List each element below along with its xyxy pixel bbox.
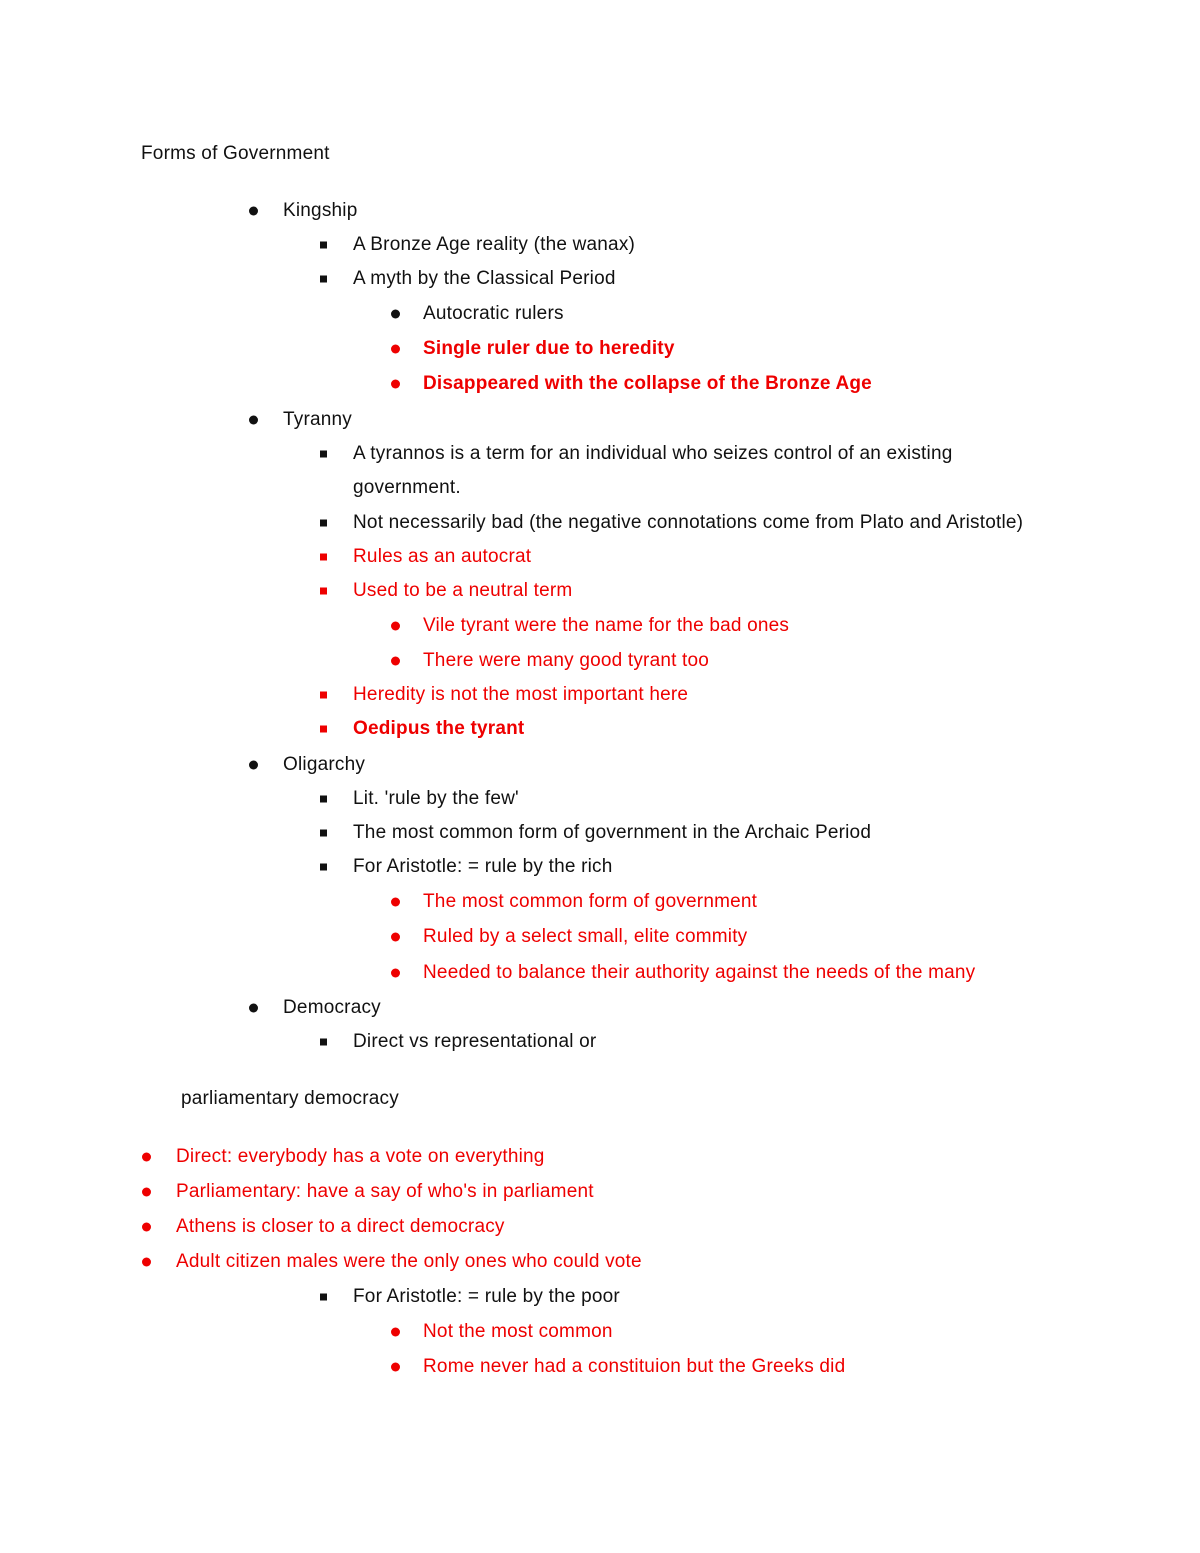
list-item-note: The most common form of government [423, 891, 757, 913]
list-item-continuation: government. [353, 477, 461, 498]
list-item-note: Athens is closer to a direct democracy [176, 1216, 505, 1238]
text-continuation: parliamentary democracy [181, 1088, 399, 1109]
list-item-note: Single ruler due to heredity [423, 338, 675, 360]
document-title: Forms of Government [141, 143, 330, 164]
bullet-square [320, 692, 327, 699]
bullet-square [320, 796, 327, 803]
list-item-note: Direct: everybody has a vote on everything [176, 1146, 545, 1168]
list-item-note: Vile tyrant were the name for the bad ones [423, 615, 789, 637]
bullet-square [320, 864, 327, 871]
list-item-kingship: Kingship [283, 200, 357, 222]
list-item-tyranny: Tyranny [283, 409, 352, 431]
list-item-note: Needed to balance their authority against the needs of the many [423, 962, 975, 984]
bullet-dot [391, 345, 400, 354]
list-item-oligarchy: Oligarchy [283, 754, 365, 776]
bullet-square [320, 520, 327, 527]
list-item-note: Rules as an autocrat [353, 546, 531, 568]
bullet-dot [249, 761, 258, 770]
bullet-square [320, 1294, 327, 1301]
bullet-dot [391, 310, 400, 319]
list-item-note: Ruled by a select small, elite commity [423, 926, 747, 948]
list-item-note: Disappeared with the collapse of the Bronze Age [423, 373, 872, 395]
list-item-note: There were many good tyrant too [423, 650, 709, 672]
list-item-note: Rome never had a constituion but the Greeks did [423, 1356, 845, 1378]
bullet-square [320, 830, 327, 837]
bullet-dot [391, 1363, 400, 1372]
bullet-dot [142, 1153, 151, 1162]
bullet-dot [249, 416, 258, 425]
bullet-dot [391, 933, 400, 942]
bullet-dot [249, 207, 258, 216]
list-item: A Bronze Age reality (the wanax) [353, 234, 635, 256]
bullet-square [320, 588, 327, 595]
bullet-square [320, 1039, 327, 1046]
bullet-dot [391, 380, 400, 389]
list-item: A myth by the Classical Period [353, 268, 616, 290]
bullet-square [320, 451, 327, 458]
bullet-dot [249, 1004, 258, 1013]
list-item-note: Parliamentary: have a say of who's in parliament [176, 1181, 594, 1203]
bullet-square [320, 276, 327, 283]
bullet-dot [391, 898, 400, 907]
bullet-square [320, 242, 327, 249]
list-item: Not necessarily bad (the negative connotations come from Plato and Aristotle) [353, 512, 1023, 534]
list-item-note: Not the most common [423, 1321, 613, 1343]
list-item-note: Heredity is not the most important here [353, 684, 688, 706]
list-item: Lit. 'rule by the few' [353, 788, 519, 810]
list-item: Direct vs representational or [353, 1031, 596, 1053]
bullet-square [320, 554, 327, 561]
list-item-note: Oedipus the tyrant [353, 718, 524, 740]
list-item: Autocratic rulers [423, 303, 564, 325]
list-item-note: Adult citizen males were the only ones who could vote [176, 1251, 642, 1273]
bullet-dot [142, 1223, 151, 1232]
bullet-dot [391, 1328, 400, 1337]
list-item: For Aristotle: = rule by the poor [353, 1286, 620, 1308]
list-item-note: Used to be a neutral term [353, 580, 572, 602]
bullet-square [320, 726, 327, 733]
bullet-dot [391, 622, 400, 631]
list-item: A tyrannos is a term for an individual who seizes control of an existing [353, 443, 952, 465]
bullet-dot [391, 969, 400, 978]
list-item: The most common form of government in the Archaic Period [353, 822, 871, 844]
bullet-dot [391, 657, 400, 666]
list-item-democracy: Democracy [283, 997, 381, 1019]
list-item: For Aristotle: = rule by the rich [353, 856, 613, 878]
bullet-dot [142, 1258, 151, 1267]
bullet-dot [142, 1188, 151, 1197]
